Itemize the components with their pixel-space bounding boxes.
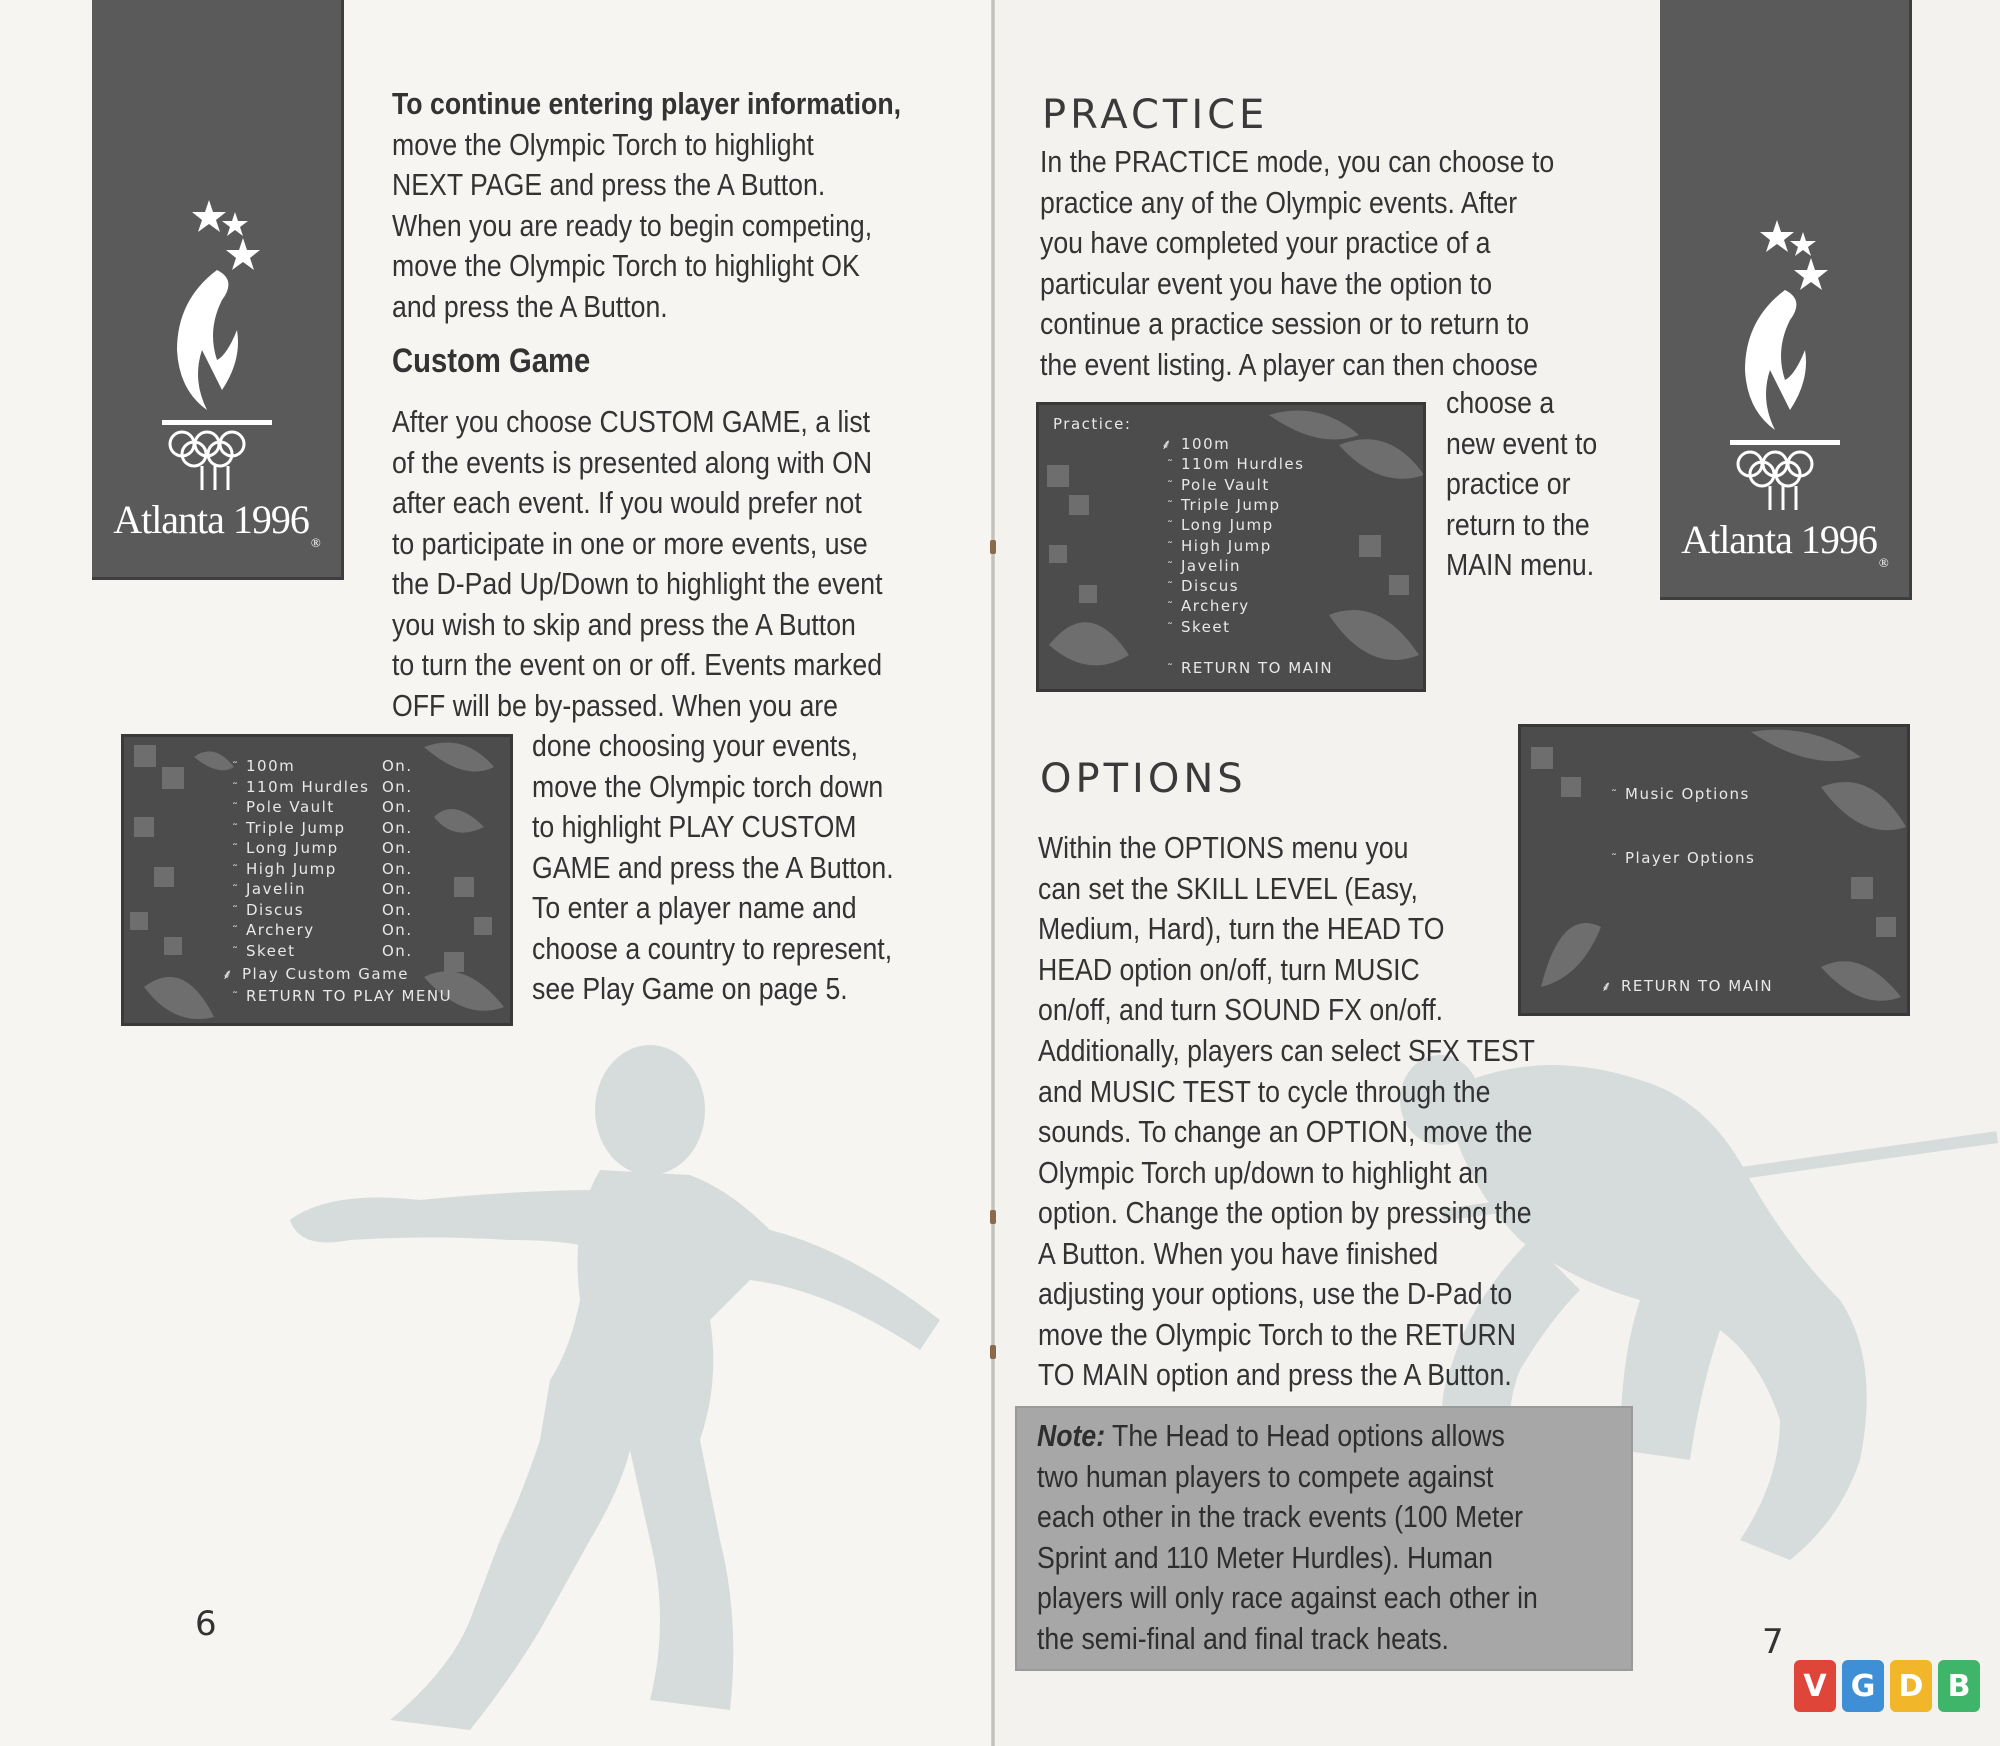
options-menu-item[interactable]: ˜ Player Options [1611,849,1756,867]
olympic-torch-logo-icon [147,190,287,490]
menu-bullet-icon: ˜ [1167,620,1175,635]
practice-event-item[interactable]: ⸙ 100m [1161,435,1231,453]
text-line: adjusting your options, use the D-Pad to [1038,1276,1513,1311]
text-line: MAIN menu. [1446,547,1595,582]
intro-lead: To continue entering player information, [392,86,902,121]
brand-wordmark: Atlanta $1996_®$ [113,497,320,550]
text-line: choose a [1446,385,1555,420]
text-line: each other in the track events (100 Meter [1037,1499,1524,1534]
text-line: option. Change the option by pressing the [1038,1195,1532,1230]
page-number-left: 6 [195,1604,217,1644]
text-line: Olympic Torch up/down to highlight an [1038,1154,1489,1190]
practice-event-item[interactable]: ˜ Javelin [1167,556,1242,575]
intro-lines [392,125,901,328]
menu-bullet-icon: ˜ [1167,600,1175,615]
practice-event-item[interactable]: ˜ Discus [1167,577,1240,596]
text-line: sounds. To change an OPTION, move the [1038,1114,1533,1149]
menu-bullet-icon: ˜ [1167,519,1175,534]
menu-bullet-icon: ˜ [1611,852,1619,866]
menu-bullet-icon: ˜ [232,903,240,918]
text-line: and MUSIC TEST to cycle through the [1038,1073,1491,1109]
text-line: TO MAIN option and press the A Button. [1038,1357,1512,1392]
text-line: the D-Pad Up/Down to highlight the event [392,566,883,601]
menu-bullet-icon: ˜ [232,780,240,795]
text-line: When you are ready to begin competing, [392,207,873,243]
floral-pattern-decoration [1521,727,1910,1016]
text-line: move the Olympic Torch to highlight OK [392,248,860,283]
text-line: to participate in one or more events, use [392,525,868,561]
menu-bullet-icon: ˜ [1167,458,1175,473]
vgdb-watermark-logo [1794,1660,1980,1712]
practice-paragraph-cont [1446,383,1597,586]
text-line: particular event you have the option to [1040,265,1493,301]
menu-bullet-icon: ˜ [232,821,240,836]
return-to-play-menu-item[interactable]: ˜ RETURN TO PLAY MENU [232,987,453,1005]
practice-event-item[interactable]: ˜ Long Jump [1167,516,1274,535]
text-line: of the events is presented along with ON [392,444,873,480]
return-to-main-item[interactable]: ⸙ RETURN TO MAIN [1601,977,1774,995]
event-state: On. [382,921,413,939]
event-state: On. [382,859,413,878]
logo-letter: D [1890,1660,1932,1712]
options-heading: OPTIONS [1040,756,1247,802]
practice-event-item[interactable]: ˜ Archery [1167,597,1250,616]
menu-bullet-icon: ˜ [232,842,240,856]
text-line: choose a country to represent, [532,930,893,966]
menu-bullet-icon: ˜ [1611,788,1619,802]
text-line: continue a practice session or to return to [1040,306,1530,341]
menu-bullet-icon: ˜ [232,944,240,959]
spine [991,0,995,1746]
menu-bullet-icon: ˜ [1167,498,1175,513]
text-line: Within the OPTIONS menu you [1038,830,1409,865]
event-state: On. [382,941,413,960]
staple [990,1210,996,1224]
event-state: On. [382,798,413,816]
text-line: done choosing your events, [532,728,859,763]
event-state: On. [382,777,413,796]
torch-cursor-icon: ⸙ [222,967,234,983]
atlanta-banner-right [1660,0,1912,600]
text-line: A Button. When you have finished [1038,1235,1439,1271]
event-row[interactable]: ˜ Discus On. [232,900,413,919]
text-line: after each event. If you would prefer not [392,485,862,520]
menu-bullet-icon: ˜ [232,862,240,877]
event-state: On. [382,880,413,898]
menu-bullet-icon: ˜ [1167,559,1175,574]
text-line: Medium, Hard), turn the HEAD TO [1038,911,1445,946]
event-row[interactable]: ˜ High Jump On. [232,859,413,878]
custom-game-paragraph [392,402,883,726]
atlanta-banner-left [92,0,344,580]
menu-bullet-icon: ˜ [1167,580,1175,595]
custom-game-paragraph-cont [532,726,894,1010]
return-to-main-item[interactable]: ˜ RETURN TO MAIN [1167,659,1334,677]
olympic-torch-logo-icon [1715,210,1855,510]
text-line: and press the A Button. [392,288,668,324]
options-screenshot [1518,724,1910,1016]
torch-cursor-icon: ⸙ [1601,979,1613,995]
text-line: HEAD option on/off, turn MUSIC [1038,951,1420,987]
discus-thrower-silhouette [270,1020,970,1746]
event-row[interactable]: ˜ 100m On. [232,757,413,775]
text-line: to highlight PLAY CUSTOM [532,809,857,844]
menu-bullet-icon: ˜ [232,801,240,815]
menu-bullet-icon: ˜ [232,924,240,938]
event-state: On. [382,818,413,837]
menu-bullet-icon: ˜ [1167,662,1175,676]
practice-screen-title: Practice: [1053,415,1132,433]
menu-bullet-icon: ˜ [1167,478,1175,493]
event-row[interactable]: ˜ Skeet On. [232,941,413,960]
text-line: Additionally, players can select SFX TEST [1038,1033,1535,1068]
practice-event-item[interactable]: ˜ Triple Jump [1167,495,1281,514]
staple [990,1345,996,1359]
note-text [1037,1416,1538,1659]
text-line: GAME and press the A Button. [532,849,894,885]
options-paragraph-cont [1038,1031,1535,1396]
event-row[interactable]: ˜ Triple Jump On. [232,818,413,837]
text-line: NEXT PAGE and press the A Button. [392,167,826,202]
text-line: the semi-final and final track heats. [1037,1620,1449,1656]
note-first-line: The Head to Head options allows [1105,1418,1505,1453]
text-line: Sprint and 110 Meter Hurdles). Human [1037,1539,1493,1575]
text-line: practice any of the Olympic events. After [1040,184,1518,220]
play-custom-game-item[interactable]: ⸙ Play Custom Game [222,965,409,983]
logo-letter: G [1842,1660,1884,1712]
menu-bullet-icon: ˜ [232,990,240,1004]
event-state: On. [382,900,413,919]
brand-wordmark: Atlanta $1996_®$ [1681,517,1888,570]
text-line: move the Olympic Torch to highlight [392,126,814,162]
text-line: return to the [1446,506,1590,542]
text-line: After you choose CUSTOM GAME, a list [392,404,871,439]
event-state: On. [382,757,413,775]
event-row[interactable]: ˜ Pole Vault On. [232,798,413,816]
options-menu-item[interactable]: ˜ Music Options [1611,785,1750,803]
note-lines [1037,1457,1538,1660]
text-line: see Play Game on page 5. [532,971,848,1006]
text-line: move the Olympic Torch to the RETURN [1038,1316,1517,1352]
practice-event-item[interactable]: ˜ 110m Hurdles [1167,455,1305,474]
custom-game-heading: Custom Game [392,342,591,380]
text-line: practice or [1446,466,1571,501]
event-row[interactable]: ˜ Archery On. [232,921,413,939]
text-line: the event listing. A player can then choose [1040,346,1538,382]
practice-event-item[interactable]: ˜ High Jump [1167,536,1272,555]
practice-screenshot [1036,402,1426,692]
menu-bullet-icon: ˜ [232,883,240,897]
text-line: OFF will be by-passed. When you are [392,687,839,723]
intro-paragraph [392,84,901,327]
text-line: new event to [1446,425,1598,461]
text-line: two human players to compete against [1037,1458,1494,1494]
options-paragraph [1038,828,1444,1031]
text-line: to turn the event on or off. Events marked [392,647,883,682]
note-label: Note: [1037,1418,1106,1453]
page-number-right: 7 [1762,1622,1784,1662]
menu-bullet-icon: ˜ [232,760,240,774]
event-row[interactable]: ˜ Javelin On. [232,880,413,898]
text-line: In the PRACTICE mode, you can choose to [1040,144,1555,179]
practice-heading: PRACTICE [1042,92,1269,138]
practice-event-item[interactable]: ˜ Pole Vault [1167,475,1270,494]
torch-cursor-icon: ⸙ [1161,437,1173,453]
text-line: on/off, and turn SOUND FX on/off. [1038,992,1444,1027]
staple [990,540,996,554]
custom-game-screenshot [121,734,513,1026]
menu-bullet-icon: ˜ [1167,539,1175,554]
event-state: On. [382,839,413,857]
practice-event-item[interactable]: ˜ Skeet [1167,617,1231,636]
logo-letter: V [1794,1660,1836,1712]
text-line: you have completed your practice of a [1040,225,1491,260]
text-line: To enter a player name and [532,890,857,925]
practice-paragraph [1040,142,1554,385]
event-row[interactable]: ˜ Long Jump On. [232,839,413,857]
text-line: move the Olympic torch down [532,768,884,804]
logo-letter: B [1938,1660,1980,1712]
event-row[interactable]: ˜ 110m Hurdles On. [232,777,413,796]
text-line: you wish to skip and press the A Button [392,606,856,642]
text-line: players will only race against each other in [1037,1580,1538,1615]
text-line: can set the SKILL LEVEL (Easy, [1038,870,1418,906]
